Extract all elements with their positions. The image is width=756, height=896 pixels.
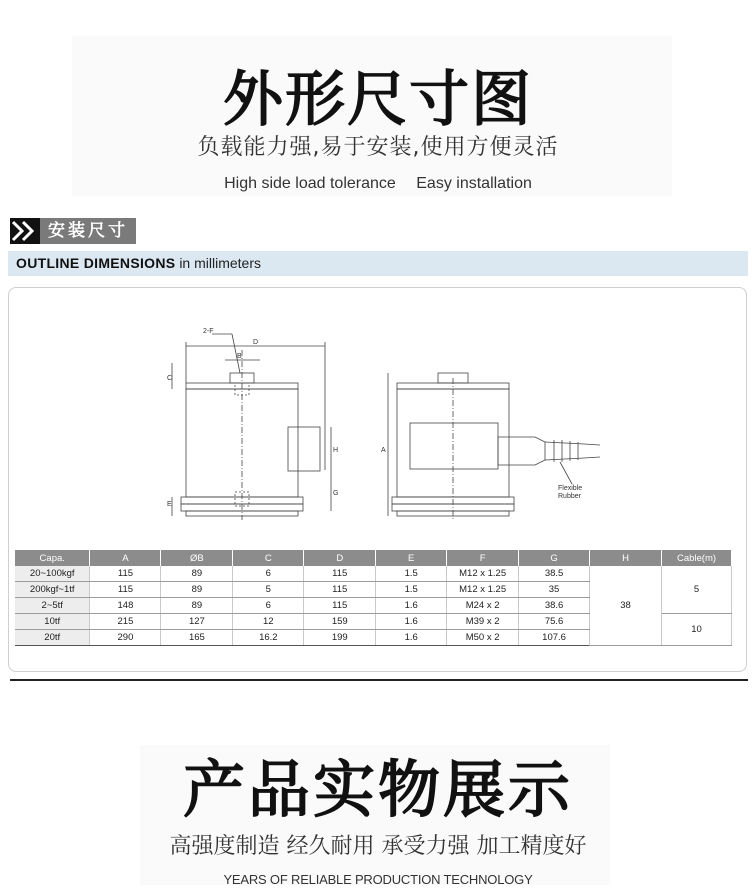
front-view [172, 334, 331, 520]
dim-label-a: A [381, 447, 386, 454]
dimension-labels [167, 328, 386, 508]
table-cell: 75.6 [519, 614, 590, 630]
table-cell: 2~5tf [15, 598, 90, 614]
table-cell: M24 x 2 [447, 598, 519, 614]
table-cell: 115 [304, 582, 376, 598]
page-title: 外形尺寸图 [223, 65, 533, 135]
table-cell: M12 x 1.25 [447, 566, 519, 582]
table-cell: 1.5 [376, 566, 447, 582]
page-subtitle: 负载能力强,易于安装,使用方便灵活 [197, 135, 559, 160]
table-cell: 1.6 [376, 630, 447, 646]
table-cell: 148 [90, 598, 161, 614]
product-showcase-subtitle: 高强度制造 经久耐用 承受力强 加工精度好 [169, 834, 587, 859]
table-cell: 20tf [15, 630, 90, 646]
table-cell: 115 [90, 582, 161, 598]
band-title: OUTLINE DIMENSIONS [16, 255, 176, 271]
dim-label-h: H [333, 447, 339, 454]
table-cell: 5 [233, 582, 304, 598]
table-cell: 115 [90, 566, 161, 582]
table-cell: 1.6 [376, 598, 447, 614]
table-header-row [15, 550, 732, 566]
dim-label-b: B [237, 353, 242, 360]
section-divider [10, 679, 748, 681]
dim-label-e: E [167, 501, 172, 508]
callout-line1: Flexible [558, 485, 583, 492]
table-row [15, 566, 732, 582]
table-cell: 215 [90, 614, 161, 630]
dim-label-g: G [333, 490, 339, 497]
dimension-table [15, 550, 732, 646]
table-cell: M39 x 2 [447, 614, 519, 630]
callout-line2: Rubber [558, 493, 581, 500]
table-cell: 1.6 [376, 614, 447, 630]
table-cell: 89 [161, 566, 233, 582]
table-cell: 115 [304, 598, 376, 614]
column-header: A [90, 550, 161, 566]
h-value-cell: 38 [590, 566, 662, 646]
dim-label-d: D [253, 339, 259, 346]
column-header: D [304, 550, 376, 566]
table-cell: 1.5 [376, 582, 447, 598]
table-cell: 38.5 [519, 566, 590, 582]
table-cell: 290 [90, 630, 161, 646]
column-header: ØB [161, 550, 233, 566]
band-unit-note: in millimeters [179, 255, 261, 271]
table-cell: 115 [304, 566, 376, 582]
table-cell: 159 [304, 614, 376, 630]
table-cell: 6 [233, 566, 304, 582]
table-cell: 10tf [15, 614, 90, 630]
column-header: F [447, 550, 519, 566]
table-cell: 89 [161, 598, 233, 614]
table-cell: 20~100kgf [15, 566, 90, 582]
column-header: E [376, 550, 447, 566]
table-cell: 6 [233, 598, 304, 614]
product-showcase-title: 产品实物展示 [182, 753, 573, 826]
table-cell: 35 [519, 582, 590, 598]
cable-value-cell: 5 [661, 566, 731, 614]
table-cell: 16.2 [233, 630, 304, 646]
column-header: H [590, 550, 662, 566]
table-cell: 200kgf~1tf [15, 582, 90, 598]
column-header: G [519, 550, 590, 566]
feature-item: Easy installation [416, 175, 532, 192]
table-cell: M12 x 1.25 [447, 582, 519, 598]
column-header: Cable(m) [661, 550, 731, 566]
column-header: C [233, 550, 304, 566]
table-cell: 199 [304, 630, 376, 646]
dim-label-f: 2-F [203, 328, 214, 335]
product-tagline: YEARS OF RELIABLE PRODUCTION TECHNOLOGY [223, 872, 533, 887]
table-cell: 12 [233, 614, 304, 630]
table-cell: M50 x 2 [447, 630, 519, 646]
cable-value-cell: 10 [661, 614, 731, 646]
feature-item: High side load tolerance [224, 175, 396, 192]
table-cell: 107.6 [519, 630, 590, 646]
table-cell: 38.6 [519, 598, 590, 614]
dim-label-c: C [167, 375, 173, 382]
table-cell: 127 [161, 614, 233, 630]
table-cell: 89 [161, 582, 233, 598]
column-header: Capa. [15, 550, 90, 566]
table-cell: 165 [161, 630, 233, 646]
section-tag: 安装尺寸 [40, 218, 136, 244]
callout [558, 485, 582, 500]
